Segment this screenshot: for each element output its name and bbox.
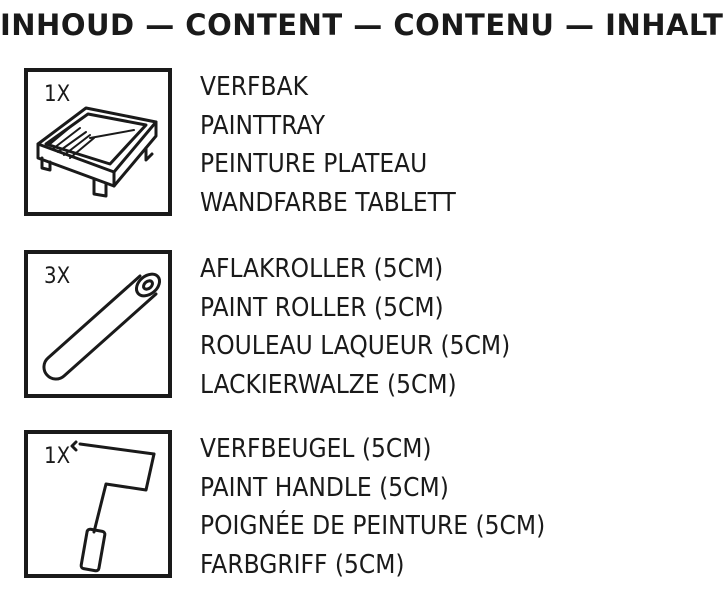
label-german: WANDFARBE TABLETT — [200, 187, 456, 218]
item-icon-box — [24, 68, 172, 216]
label-english: PAINT HANDLE (5CM) — [200, 472, 449, 503]
label-dutch: AFLAKROLLER (5CM) — [200, 254, 444, 284]
paint-roller-refill-icon — [28, 254, 168, 394]
label-dutch: VERFBAK — [200, 72, 308, 102]
item-description — [200, 68, 456, 222]
item-quantity: 1X — [44, 444, 71, 469]
label-french: ROULEAU LAQUEUR (5CM) — [200, 331, 511, 361]
label-english: PAINTTRAY — [200, 110, 326, 141]
page-title: INHOUD — CONTENT — CONTENU — INHALT — [0, 8, 723, 42]
item-description — [200, 250, 510, 404]
label-english: PAINT ROLLER (5CM) — [200, 292, 444, 323]
item-quantity: 1X — [44, 82, 71, 107]
label-french: POIGNÉE DE PEINTURE (5CM) — [200, 511, 546, 541]
roller-handle-icon — [28, 434, 168, 574]
label-german: LACKIERWALZE (5CM) — [200, 369, 457, 400]
item-description — [200, 430, 545, 584]
item-icon-box — [24, 250, 172, 398]
label-german: FARBGRIFF (5CM) — [200, 549, 405, 580]
item-quantity: 3X — [44, 264, 71, 289]
item-icon-box — [24, 430, 172, 578]
paint-tray-icon — [28, 72, 168, 212]
label-french: PEINTURE PLATEAU — [200, 149, 428, 179]
label-dutch: VERFBEUGEL (5CM) — [200, 434, 432, 464]
